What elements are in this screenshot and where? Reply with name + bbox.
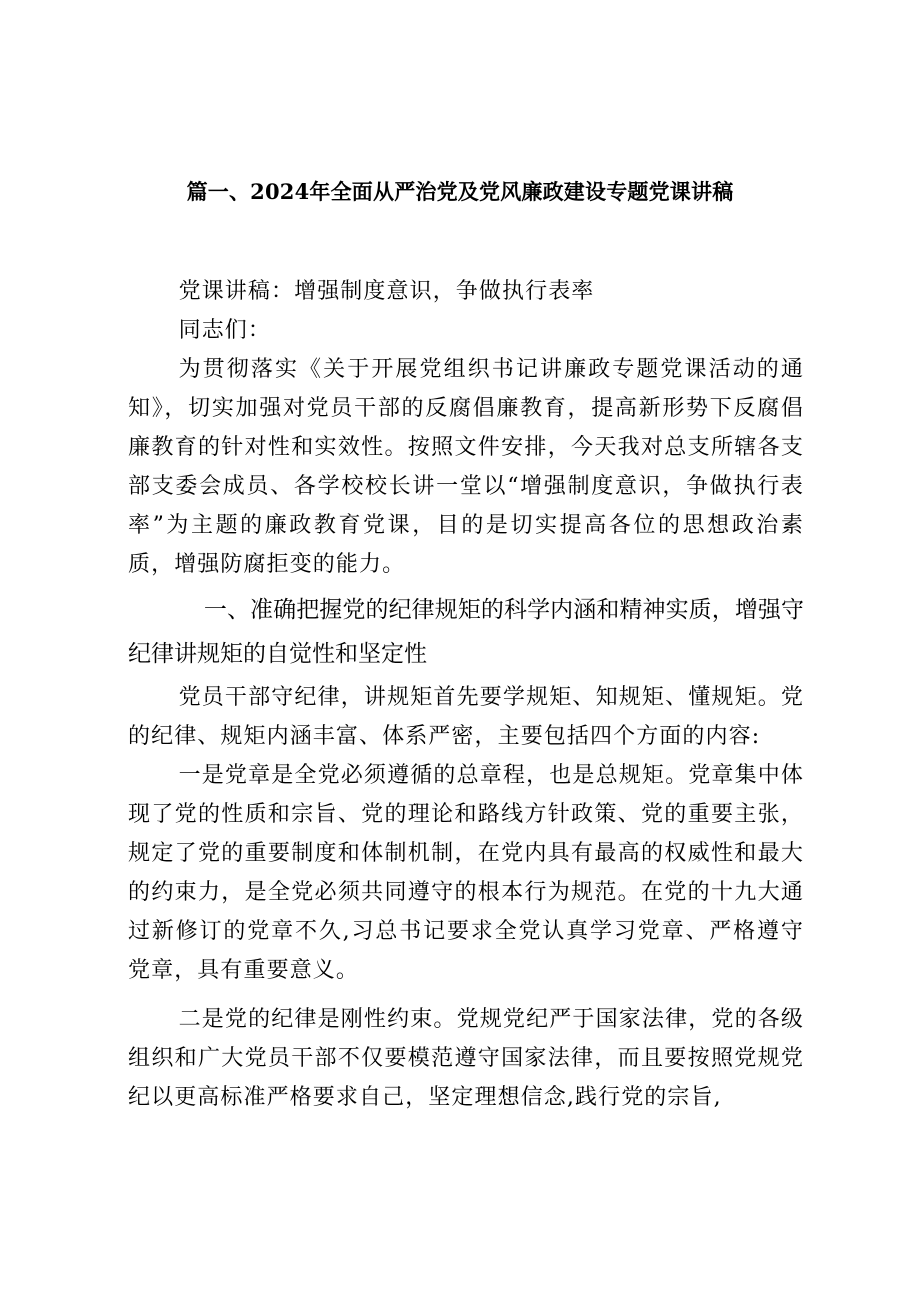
paragraph-party-discipline: 二是党的纪律是刚性约束。党规党纪严于国家法律，党的各级组织和广大党员干部不仅要模范遵守国家法律，而且要按照党规党纪以更高标准严格要求自己，坚定理想信念,践行党的宗旨, [128, 1007, 804, 1110]
intro-paragraph: 为贯彻落实《关于开展党组织书记讲廉政专题党课活动的通知》，切实加强对党员干部的反腐倡廉教育，提高新形势下反腐倡廉教育的针对性和实效性。按照文件安排，今天我对总支所辖各支部支委会成员、各学校校长讲一堂以“增强制度意识，争做执行表率”为主题的廉政教育党课，目的是切实提高各位的思想政治素质，增强防腐拒变的能力。 [128, 357, 804, 577]
section-heading-1: 一、准确把握党的纪律规矩的科学内涵和精神实质，增强守纪律讲规矩的自觉性和坚定性 [128, 597, 804, 667]
paragraph-rules-overview: 党员干部守纪律，讲规矩首先要学规矩、知规矩、懂规矩。党的纪律、规矩内涵丰富、体系严密，主要包括四个方面的内容: [128, 685, 804, 749]
lecture-subtitle: 党课讲稿：增强制度意识，争做执行表率 [178, 279, 595, 304]
document-body [128, 272, 804, 1117]
paragraph-party-constitution: 一是党章是全党必须遵循的总章程，也是总规矩。党章集中体现了党的性质和宗旨、党的理论和路线方针政策、党的重要主张，规定了党的重要制度和体制机制，在党内具有最高的权威性和最大的约束力，是全党必须共同遵守的根本行为规范。在党的十九大通过新修订的党章不久,习总书记要求全党认真学习党章、严格遵守党章，具有重要意义。 [128, 763, 804, 983]
document-title: 篇一、2024年全面从严治党及党风廉政建设专题党课讲稿 [186, 179, 734, 204]
salutation: 同志们： [178, 318, 271, 343]
